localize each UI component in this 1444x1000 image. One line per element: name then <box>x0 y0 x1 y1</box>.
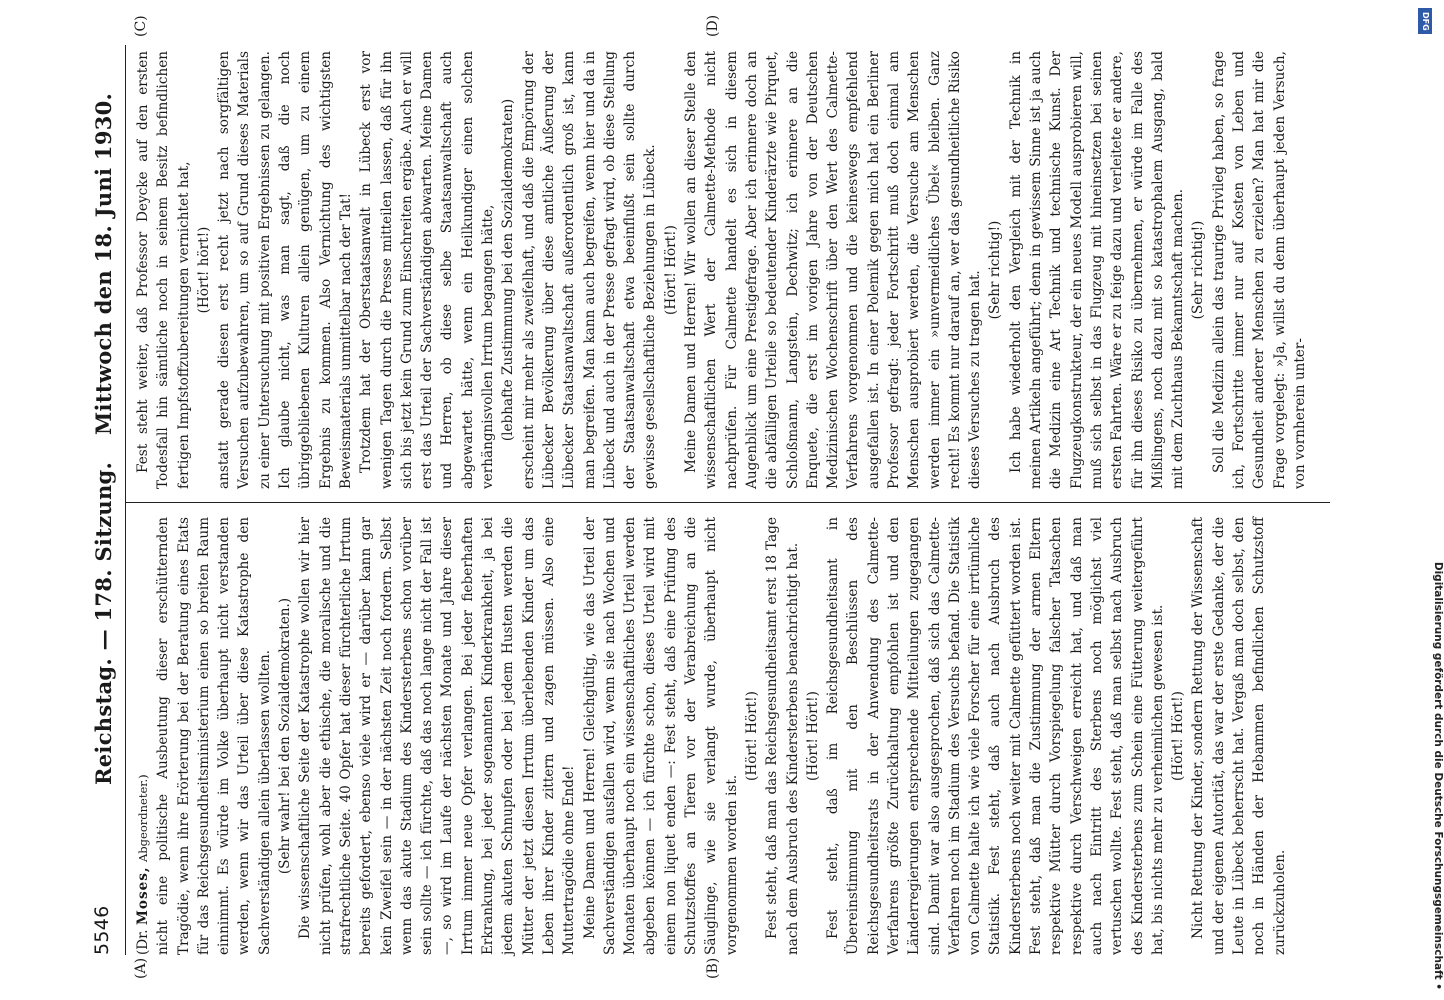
interjection: (Sehr richtig!) <box>1190 220 1207 320</box>
running-header <box>85 45 125 955</box>
speaker-line <box>133 517 153 955</box>
credit-text: Digitalisierung gefördert durch die Deutsche Forschungsgemeinschaft • <box>1432 561 1444 990</box>
margin-mark-b: (B) <box>705 957 721 979</box>
column-divider <box>125 502 1330 503</box>
paragraph: Fest steht weiter, daß Professor Deycke auf den ersten Todesfall hin sämtliche noch in seinem Besitz befindlichen fertigen Impfstoffzubereitungen vernichtet hat, <box>135 51 192 489</box>
interjection: (Hört! hört!) <box>195 226 212 314</box>
interjection: (lebhafte Zustimmung bei den Sozialdemokraten) <box>500 98 517 442</box>
speaker-name: Moses, <box>135 866 151 926</box>
interjection: (Hört! Hört!) <box>743 691 760 781</box>
margin-mark-d: (D) <box>705 14 721 37</box>
paragraph: Ich habe wiederholt den Vergleich mit der Technik in meinen Artikeln angeführt; denn in gewissem Sinne ist ja auch die Medizin eine Art Technik und technische Kunst. Der Flugzeugkonstrukteur, der ein neues Modell ausprobieren will, muß sich selbst in das Flugzeug mit hineinsetzen bei seinen ersten Fahrten. Wäre er zu feige dazu und verleitete er andere, für ihn dieses Risiko zu übernehmen, er würde im Falle des Mißlingens, noch dazu mit so katastrophalem Ausgang, bald mit dem Zuchthaus Bekanntschaft machen. <box>1007 51 1187 489</box>
header-right-title: Mittwoch den 18. Juni 1930. <box>91 92 116 435</box>
paragraph: nicht eine politische Ausbeutung dieser erschütternden Tragödie, wenn ihre Erörterung bei der Beratung eines Etats für das Reichsgesundheitsministerium einen so breiten Raum einnimmt. Es würde im Volke überhaupt nicht verstanden werden, wenn wir das Urteil über diese Katastrophe den Sachverständigen allein überlassen wollten. <box>155 517 273 955</box>
interjection: (Sehr wahr! bei den Sozialdemokraten.) <box>277 597 294 875</box>
paragraph: Die wissenschaftliche Seite der Katastrophe wollen wir hier nicht prüfen, wohl aber die ethische, die moralische und die strafrechtliche Seite. 40 Opfer hat dieser fürchterliche Irrtum bereits gefordert, ebenso viele wird er — darüber kann gar kein Zweifel sein — in der nächsten Zeit noch fordern. Selbst wenn das akute Stadium des Kindersterbens schon vorüber sein sollte — ich fürchte, daß das noch lange nicht der Fall ist —, so wird im Laufe der nächsten Monate und Jahre dieser Irrtum immer neue Opfer verlangen. Bei jeder fieberhaften Erkrankung, bei jeder sogenannten Kinderkrankheit, ja bei jedem akuten Schnupfen oder bei jedem Husten werden die Mütter der jetzt diesen Irrtum überlebenden Kinder um das Leben ihrer Kinder zittern und zagen müssen. Also eine Muttertragödie ohne Ende! <box>297 517 578 955</box>
dfg-logo: DFG <box>1418 8 1432 34</box>
paragraph: Meine Damen und Herren! Wir wollen an dieser Stelle den wissenschaftlichen Wert der Calmette-Methode nicht nachprüfen. Für Calmette handelt es sich in diesem Augenblick um eine Prestigefrage. Aber ich erinnere doch an die abfälligen Urteile so bedeutender Kinderärzte wie Pirquet, Schloßmann, Langstein, Dechwitz; ich erinnere an die Enquete, die erst im vorigen Jahre von der Deutschen Medizinischen Wochenschrift über den Wert des Calmette-Verfahrens vorgenommen und die keineswegs empfehlend ausgefallen ist. In einer Polemik gegen mich hat ein Berliner Professor gefragt: jeder Fortschritt muß doch einmal am Menschen ausprobiert werden, die Versuche am Menschen werden immer ein »unvermeidliches Übel« bleiben. Ganz recht! Es kommt nur darauf an, wer das gesundheitliche Risiko dieses Versuches zu tragen hat. <box>683 51 984 489</box>
right-column <box>133 51 1328 489</box>
interjection: (Hört! Hört!) <box>804 691 821 781</box>
margin-mark-c: (C) <box>133 15 149 37</box>
interjection: (Hört! Hört!) <box>662 225 679 315</box>
speaker-role: Abgeordneter.) <box>136 774 150 862</box>
paragraph: Soll die Medizin allein das traurige Privileg haben, so frage ich, Fortschritte immer nur auf Kosten von Leben und Gesundheit anderer Menschen zu erzielen? Man hat mir die Frage vorgelegt: »Ja, willst du denn überhaupt jeden Versuch, von vornherein unter- <box>1210 51 1308 489</box>
digitization-credit <box>1412 10 1444 990</box>
paragraph: Meine Damen und Herren! Gleichgültig, wie das Urteil der Sachverständigen ausfallen wird, wenn sie nach Wochen und Monaten überhaupt noch ein wissenschaftliches Urteil werden abgeben können — ich fürchte schon, dieses Urteil wird mit einem non liquet enden —: Fest steht, daß eine Prüfung des Schutzstoffes an Tieren vor der Verabreichung an die Säuglinge, wie sie verlangt wurde, überhaupt nicht vorgenommen worden ist. <box>581 517 740 955</box>
paragraph: Fest steht, daß man das Reichsgesundheitsamt erst 18 Tage nach dem Ausbruch des Kindersterbens benachrichtigt hat. <box>764 517 801 955</box>
speaker-prefix: (Dr. <box>135 929 151 955</box>
left-column <box>133 517 1328 955</box>
page-number: 5546 <box>91 905 113 955</box>
rotated-page-content <box>85 14 1335 979</box>
interjection: (Hört! Hört!) <box>1170 691 1187 781</box>
paragraph: Fest steht, daß im Reichsgesundheitsamt in Übereinstimmung mit den Beschlüssen des Reichsgesundheitsrats in der Anwendung des Calmette-Verfahrens größte Zurückhaltung empfohlen ist und den Länderregierungen entsprechende Mitteilungen zugegangen sind. Damit war also ausgesprochen, daß sich das Calmette-Verfahren noch im Stadium des Versuchs befand. Die Statistik von Calmette halte ich wie viele Forscher für eine irrtümliche Statistik. Fest steht, daß auch nach Ausbruch des Kindersterbens noch weiter mit Calmette gefüttert worden ist. Fest steht, daß man die Zustimmung der armen Eltern respektive Mütter durch Vorspiegelung falscher Tatsachen respektive durch Verschweigen erreicht hat, und daß man auch nach Eintritt des Sterbens noch möglichst viel vertuschen wollte. Fest steht, daß man selbst nach Ausbruch des Kindersterbens zum Schein eine Fütterung weitergeführt hat, bis nichts mehr zu verheimlichen gewesen ist. <box>825 517 1166 955</box>
margin-mark-a: (A) <box>133 957 149 979</box>
paragraph: erscheint mir mehr als zweifelhaft, und daß die Empörung der Lübecker Bevölkerung über diese amtliche Äußerung der Lübecker Staatsanwaltschaft außerordentlich groß ist, kann man begreifen. Man kann auch begreifen, wenn hier und da in Lübeck und auch in der Presse gefragt wird, ob diese Stellung der Staatsanwaltschaft etwa beeinflußt sein sollte durch gewisse gesellschaftliche Beziehungen in Lübeck. <box>520 51 659 489</box>
header-left-title: Reichstag. — 178. Sitzung. <box>91 461 116 785</box>
paragraph: anstatt gerade diesen erst recht jetzt nach sorgfältigen Versuchen aufzubewahren, um so auf Grund dieses Materials zu einer Untersuchung mit positiven Ergebnissen zu gelangen. Ich glaube nicht, was man sagt, daß die noch übriggebliebenen Kulturen allein genügen, um zu einem Ergebnis zu kommen. Also Vernichtung des wichtigsten Beweismaterials unmittelbar nach der Tat! <box>216 51 354 489</box>
paragraph: Trotzdem hat der Oberstaatsanwalt in Lübeck erst vor wenigen Tagen durch die Presse mitteilen lassen, daß für ihn sich bis jetzt kein Grund zum Einschreiten ergäbe. Auch er will erst das Urteil der Sachverständigen abwarten. Meine Damen und Herren, ob diese selbe Staatsanwaltschaft auch abgewartet hätte, wenn ein Heilkundiger einen solchen verhängnisvollen Irrtum begangen hätte, <box>358 51 497 489</box>
header-rule <box>125 45 126 955</box>
interjection: (Sehr richtig!) <box>987 220 1004 320</box>
paragraph: Nicht Rettung der Kinder, sondern Rettung der Wissenschaft und der eigenen Autorität, das war der erste Gedanke, der die Leute in Lübeck beherrscht hat. Vergaß man doch selbst, den noch in Händen der Hebammen befindlichen Schutzstoff zurückzuholen. <box>1190 517 1288 955</box>
